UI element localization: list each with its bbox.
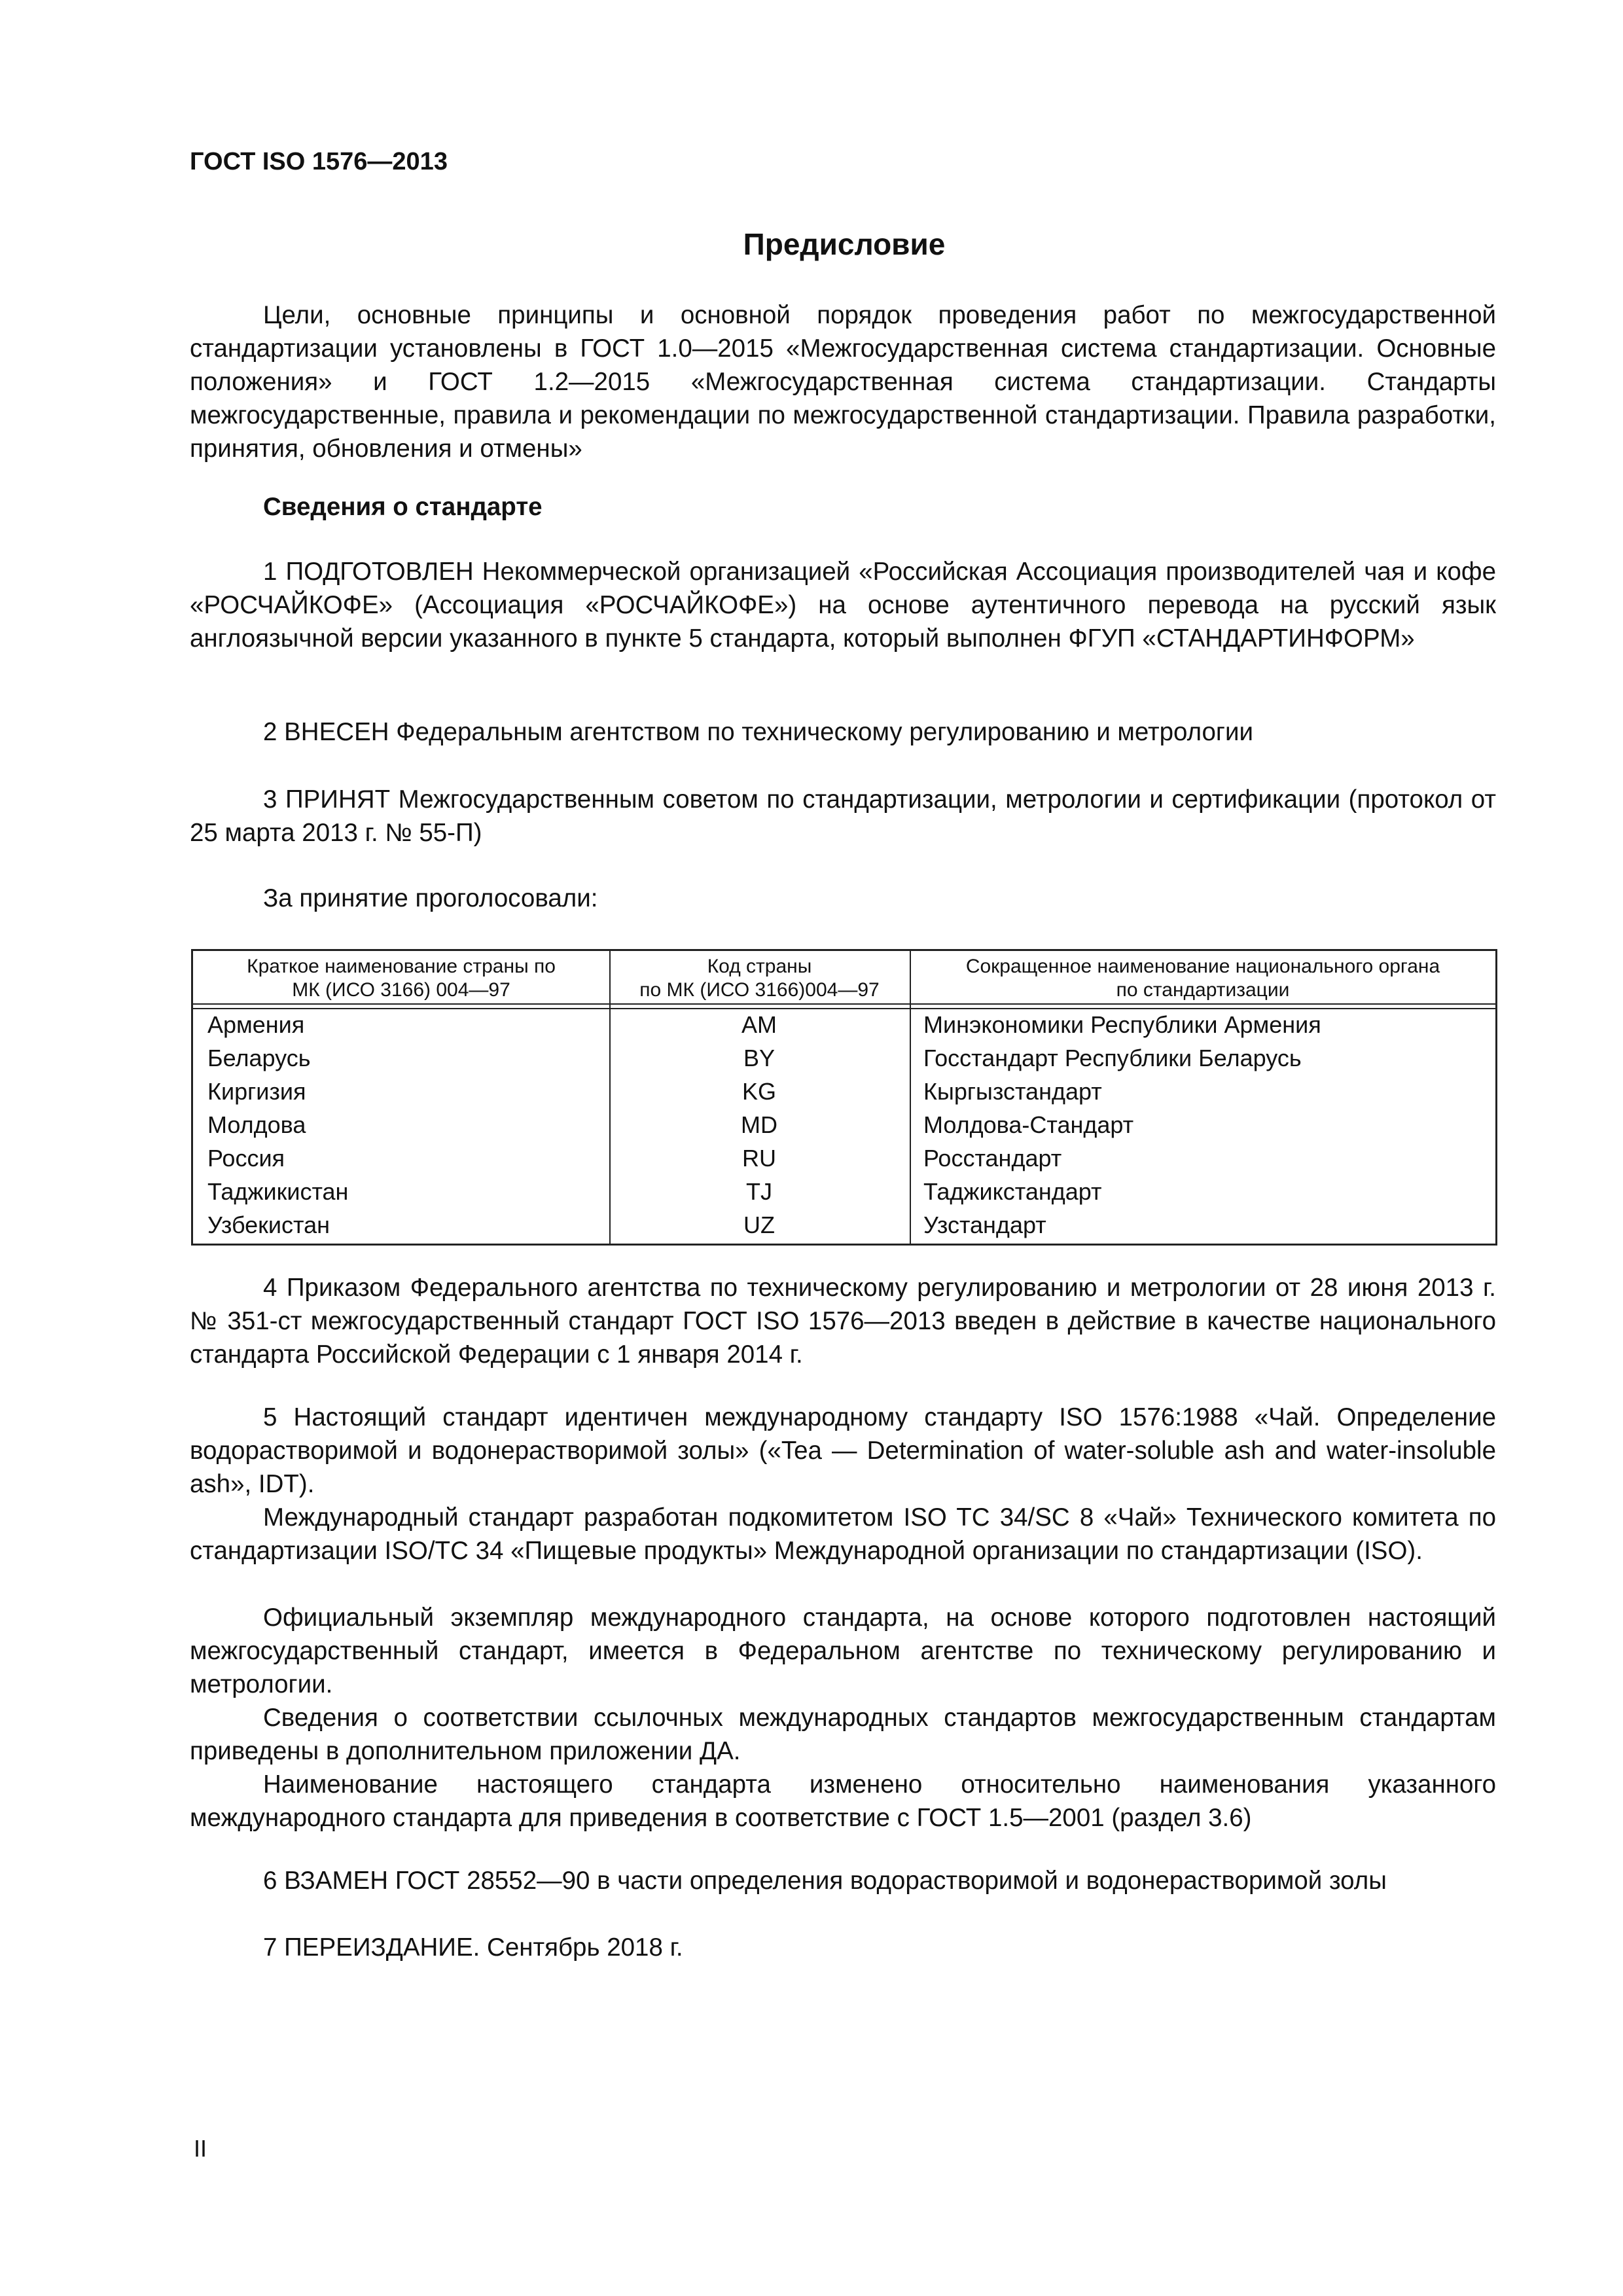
table-row: Беларусь BY Госстандарт Республики Беларусь [207, 1045, 1302, 1071]
table-header-country: Краткое наименование страны по МК (ИСО 3166) 004—97 [247, 956, 556, 1001]
item-5-official-copy-paragraph: Официальный экземпляр международного стандарта, на основе которого подготовлен настоящий межгосударственный стандарт, имеется в Федеральном агентстве по техническому регулированию и метрологии. [190, 1604, 1496, 1698]
table-row: Киргизия KG Кыргызстандарт [207, 1078, 1102, 1105]
table-row: Молдова MD Молдова-Стандарт [207, 1111, 1134, 1138]
document-code: ГОСТ ISO 1576—2013 [190, 148, 448, 175]
page-title: Предисловие [743, 227, 946, 261]
item-1-paragraph: 1 ПОДГОТОВЛЕН Некоммерческой организацией «Российская Ассоциация производителей чая и кофе «РОСЧАЙКОФЕ» (Ассоциация «РОСЧАЙКОФЕ») на основе аутентичного перевода на русский язык англоязычной версии указанного в пункте 5 стандарта, который выполнен ФГУП «СТАНДАРТИНФОРМ» [190, 558, 1496, 653]
intro-paragraph: Цели, основные принципы и основной порядок проведения работ по межгосударственной стандартизации установлены в ГОСТ 1.0—2015 «Межгосударственная система стандартизации. Основные положения» и ГОСТ 1.2—2015 «Межгосударственная система стандартизации. Стандарты межгосударственные, правила и рекомендации по межгосударственной стандартизации. Правила разработки, принятия, обновления и отмены» [190, 301, 1496, 463]
table-header-code: Код страны по МК (ИСО 3166)004—97 [639, 956, 880, 1001]
item-5-paragraph: 5 Настоящий стандарт идентичен международному стандарту ISO 1576:1988 «Чай. Определение водорастворимой и водонерастворимой золы» («Tea — Determination of water-soluble ash and water-insoluble ash», IDT). [190, 1403, 1496, 1498]
item-6-paragraph: 6 ВЗАМЕН ГОСТ 28552—90 в части определения водорастворимой и водонерастворимой золы [263, 1867, 1387, 1895]
voted-label: За принятие проголосовали: [263, 884, 598, 912]
item-4-paragraph: 4 Приказом Федерального агентства по техническому регулированию и метрологии от 28 июня 2013 г. № 351-ст межгосударственный стандарт ГОСТ ISO 1576—2013 введен в действие в качестве национального стандарта Российской Федерации с 1 января 2014 г. [190, 1274, 1496, 1369]
item-5-references-paragraph: Сведения о соответствии ссылочных международных стандартов межгосударственным стандартам приведены в дополнительном приложении ДА. [190, 1704, 1496, 1765]
table-header-authority: Сокращенное наименование национального органа по стандартизации [965, 956, 1440, 1001]
item-2-paragraph: 2 ВНЕСЕН Федеральным агентством по техническому регулированию и метрологии [263, 718, 1253, 746]
item-5-name-change-paragraph: Наименование настоящего стандарта изменено относительно наименования указанного международного стандарта для приведения в соответствие с ГОСТ 1.5—2001 (раздел 3.6) [190, 1770, 1496, 1832]
table-row: Россия RU Росстандарт [207, 1145, 1062, 1172]
item-5-subcommittee-paragraph: Международный стандарт разработан подкомитетом ISO TC 34/SC 8 «Чай» Технического комитета по стандартизации ISO/TC 34 «Пищевые продукты» Международной организации по стандартизации (ISO). [190, 1503, 1496, 1565]
table-header-divider [193, 1003, 1495, 1005]
info-heading: Сведения о стандарте [263, 493, 543, 521]
page-number: II [194, 2135, 207, 2162]
item-3-paragraph: 3 ПРИНЯТ Межгосударственным советом по стандартизации, метрологии и сертификации (протокол от 25 марта 2013 г. № 55-П) [190, 785, 1496, 847]
table-row: Таджикистан TJ Таджикстандарт [207, 1178, 1102, 1205]
table-row: Узбекистан UZ Узстандарт [207, 1211, 1046, 1238]
item-7-paragraph: 7 ПЕРЕИЗДАНИЕ. Сентябрь 2018 г. [263, 1933, 683, 1962]
voting-table [191, 949, 1497, 1246]
table-row: Армения AM Минэкономики Республики Армения [207, 1011, 1321, 1038]
